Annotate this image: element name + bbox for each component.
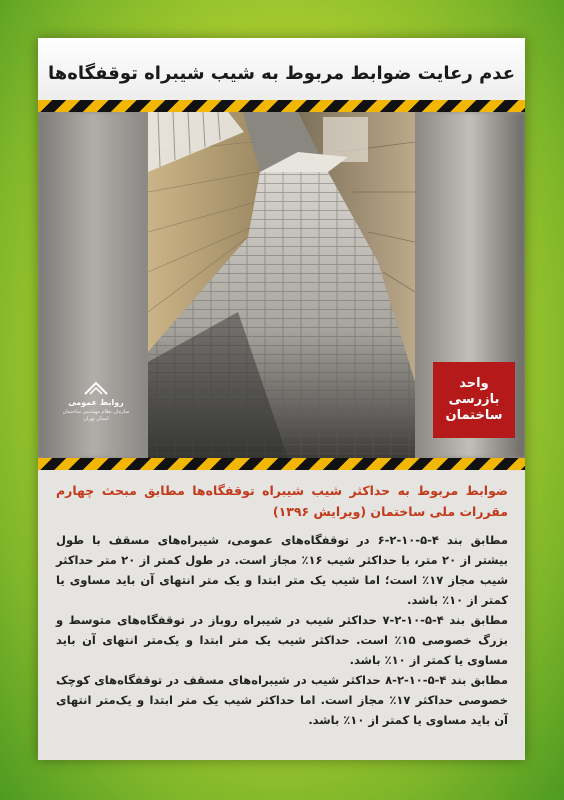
logo-name: روابط عمومی (68, 398, 124, 407)
logo-subtitle (63, 409, 130, 423)
regulation-text (56, 480, 508, 730)
logo-subtitle-line1: سازمان نظام مهندسی ساختمان (62, 409, 130, 415)
poster-title: عدم رعایت ضوابط مربوط به شیب شیبراه توقفگاه‌ها (48, 62, 515, 84)
badge-line-3: ساختمان (445, 408, 503, 423)
public-relations-logo (46, 380, 146, 430)
regulation-subtitle: ضوابط مربوط به حداکثر شیب شیبراه توقفگاه‌ها مطابق مبحث چهارم مقررات ملی ساختمان (ویرایش ۱۳۹۶) (56, 483, 508, 519)
ramp-scene (148, 112, 415, 458)
hazard-stripe-top (38, 100, 525, 112)
engineering-org-logo-icon (83, 380, 109, 396)
regulation-paragraph-1: مطابق بند ۴-۵-۱۰-۲-۶ در توقفگاه‌های عمومی، شیبراه‌های مسقف با طول بیشتر از ۲۰ متر، با حداکثر شیب ۱۶٪ مجاز است. در طول کمتر از ۲۰ متر حداکثر شیب مجاز ۱۷٪ است؛ اما شیب یک متر ابتدا و یک متر انتهای آن باید مساوی یا کمتر از ۱۰٪ باشد. (56, 533, 509, 607)
ramp-photo (38, 112, 525, 458)
hazard-stripe-bottom (38, 458, 525, 470)
badge-line-1: واحد (459, 376, 489, 391)
regulation-paragraph-3: مطابق بند ۴-۵-۱۰-۲-۸ حداکثر شیب در شیبراه‌های مسقف در توقفگاه‌های کوچک خصوصی حداکثر ۱۷٪ مجاز است. اما حداکثر شیب یک متر ابتدا و یک‌متر انتهای آن باید مساوی یا کمتر از ۱۰٪ باشد. (56, 673, 508, 727)
badge-line-2: بازرسی (448, 392, 500, 407)
ramp-illustration (148, 112, 415, 458)
regulation-paragraph-2: مطابق بند ۴-۵-۱۰-۲-۷ حداکثر شیب در شیبراه روباز در توقفگاه‌های متوسط و بزرگ خصوصی ۱۵٪ است. حداکثر شیب یک متر ابتدا و یک‌متر انتهای آن باید مساوی یا کمتر از ۱۰٪ باشد. (56, 613, 508, 667)
poster-card (38, 38, 525, 760)
logo-subtitle-line2: استان تهران (83, 416, 109, 422)
inspection-unit-badge (433, 362, 515, 438)
title-bar (38, 38, 525, 108)
